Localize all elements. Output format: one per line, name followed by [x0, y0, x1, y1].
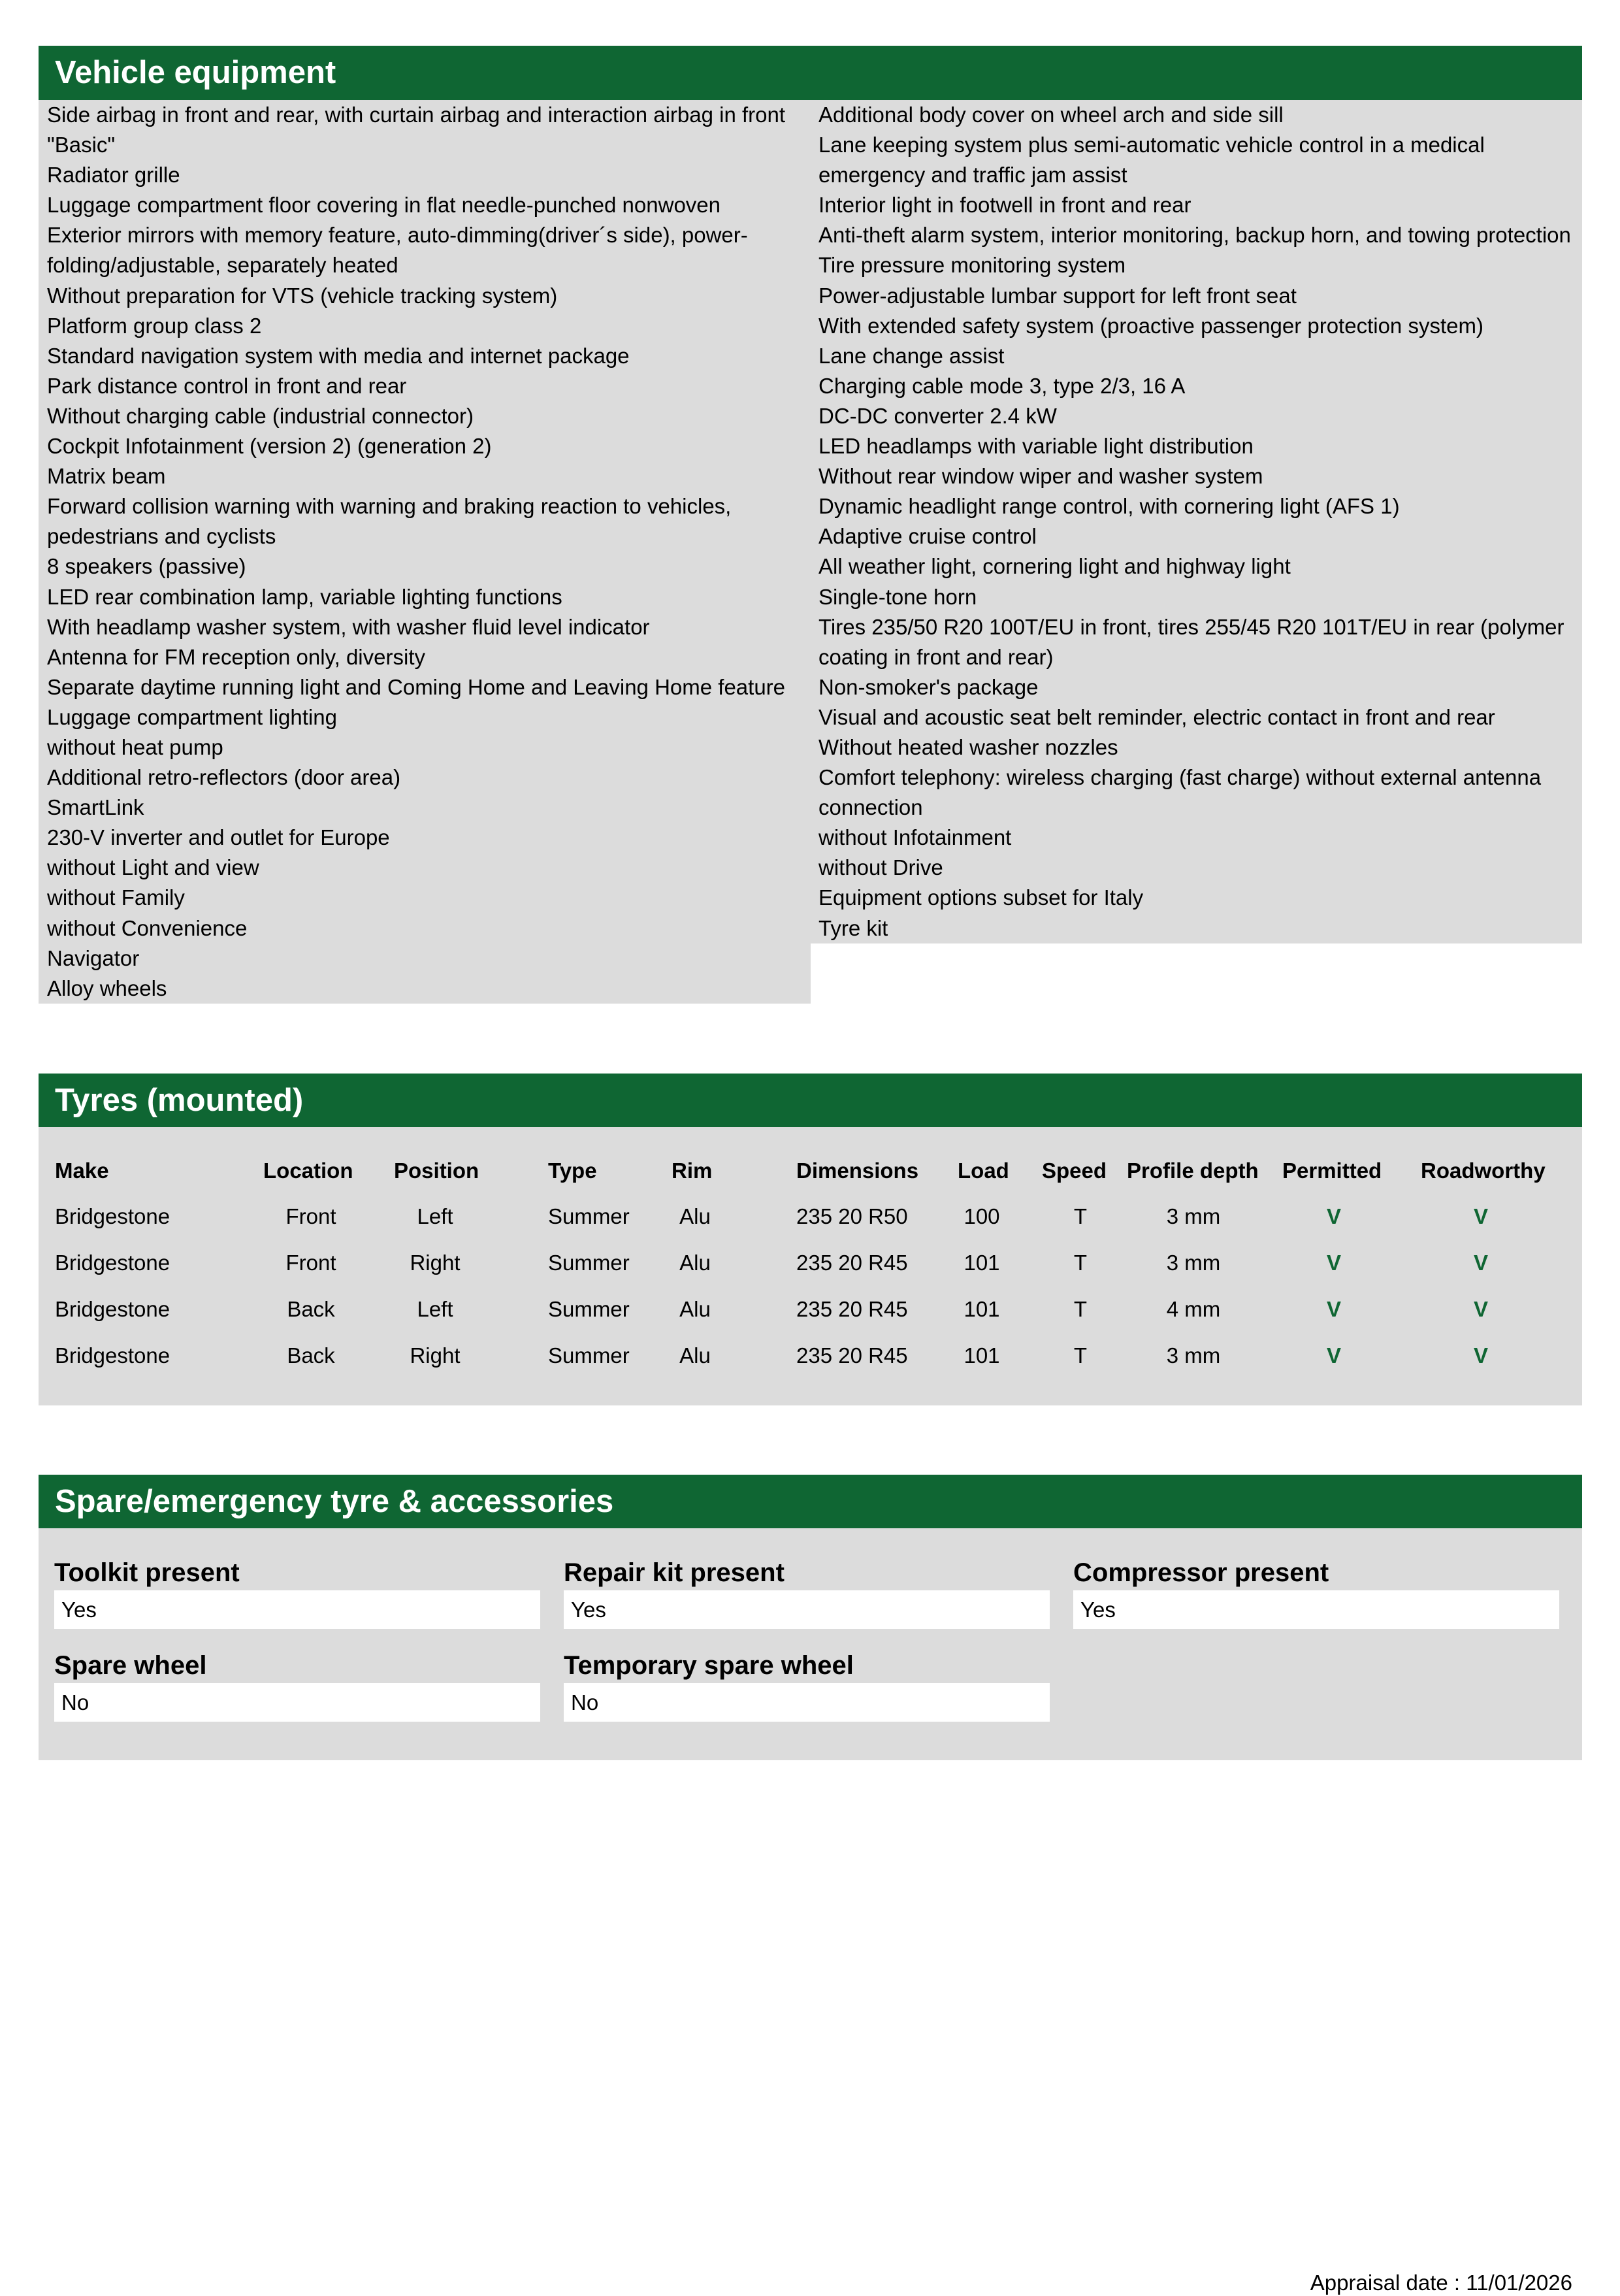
equipment-item: DC-DC converter 2.4 kW — [818, 403, 1057, 428]
tyre-cell-load: 100 — [964, 1204, 1000, 1228]
tyre-cell-profile-depth: 4 mm — [1166, 1297, 1221, 1321]
tyre-cell-location: Back — [287, 1297, 335, 1321]
tyre-cell-make: Bridgestone — [55, 1343, 170, 1368]
tyre-cell-rim: Alu — [679, 1204, 711, 1228]
equipment-item: without Convenience — [47, 915, 248, 940]
equipment-item: Radiator grille — [47, 163, 180, 188]
column-header-make: Make — [55, 1158, 109, 1183]
tyre-cell-speed: T — [1073, 1204, 1088, 1228]
column-header-profile-depth: Profile depth — [1127, 1158, 1259, 1183]
spare-header — [39, 1475, 1582, 1529]
equipment-item: LED headlamps with variable light distribution — [818, 434, 1254, 459]
equipment-item: Equipment options subset for Italy — [818, 885, 1144, 910]
temporary-spare-wheel-label: Temporary spare wheel — [564, 1651, 854, 1680]
equipment-item: Antenna for FM reception only, diversity — [47, 644, 425, 669]
spare-wheel-value: No — [54, 1683, 540, 1722]
roadworthy-check-icon: V — [1473, 1297, 1489, 1321]
tyre-cell-type: Summer — [548, 1204, 630, 1228]
equipment-item: without Family — [47, 885, 185, 910]
equipment-list-right — [811, 100, 1582, 943]
tyres-table — [39, 1127, 1582, 1405]
tyre-cell-speed: T — [1073, 1251, 1088, 1275]
equipment-item: Comfort telephony: wireless charging (fast charge) without external antenna connection — [818, 765, 1542, 820]
equipment-item: Power-adjustable lumbar support for left front seat — [818, 283, 1297, 308]
equipment-item: SmartLink — [47, 795, 144, 820]
tyre-cell-position: Left — [417, 1204, 453, 1228]
tyre-cell-rim: Alu — [679, 1251, 711, 1275]
equipment-item: 230-V inverter and outlet for Europe — [47, 825, 390, 850]
equipment-item: Separate daytime running light and Coming Home and Leaving Home feature — [47, 674, 786, 699]
equipment-item: Non-smoker's package — [818, 674, 1039, 699]
roadworthy-check-icon: V — [1473, 1204, 1489, 1228]
tyre-cell-type: Summer — [548, 1251, 630, 1275]
equipment-item: With extended safety system (proactive passenger protection system) — [818, 313, 1483, 338]
equipment-item: Alloy wheels — [47, 976, 167, 1000]
tyre-cell-dimensions: 235 20 R45 — [796, 1343, 908, 1368]
equipment-item: Navigator — [47, 945, 140, 970]
tyre-cell-location: Front — [285, 1251, 336, 1275]
tyre-cell-profile-depth: 3 mm — [1166, 1204, 1221, 1228]
equipment-item: Matrix beam — [47, 464, 166, 489]
tyre-cell-position: Right — [410, 1343, 461, 1368]
tyre-cell-type: Summer — [548, 1343, 630, 1368]
equipment-item: All weather light, cornering light and highway light — [818, 554, 1291, 579]
equipment-item: With headlamp washer system, with washer fluid level indicator — [47, 614, 650, 639]
equipment-item: Luggage compartment floor covering in flat needle-punched nonwoven — [47, 193, 721, 218]
column-header-rim: Rim — [672, 1158, 713, 1183]
equipment-item: Adaptive cruise control — [818, 524, 1037, 549]
column-header-location: Location — [263, 1158, 353, 1183]
tyre-cell-dimensions: 235 20 R45 — [796, 1251, 908, 1275]
tyre-cell-dimensions: 235 20 R45 — [796, 1297, 908, 1321]
equipment-item: Single-tone horn — [818, 584, 977, 609]
equipment-item: Exterior mirrors with memory feature, auto-dimming(driver´s side), power-folding/adjustable, separately heated — [47, 223, 748, 278]
column-header-position: Position — [394, 1158, 479, 1183]
equipment-item: Without heated washer nozzles — [818, 734, 1118, 759]
tyre-cell-dimensions: 235 20 R50 — [796, 1204, 908, 1228]
tyre-cell-speed: T — [1073, 1343, 1088, 1368]
equipment-item: Dynamic headlight range control, with cornering light (AFS 1) — [818, 494, 1400, 519]
column-header-load: Load — [958, 1158, 1009, 1183]
equipment-item: Anti-theft alarm system, interior monitoring, backup horn, and towing protection — [818, 223, 1571, 248]
spare-panel — [39, 1528, 1582, 1760]
equipment-item: Charging cable mode 3, type 2/3, 16 A — [818, 373, 1186, 398]
tyre-cell-profile-depth: 3 mm — [1166, 1251, 1221, 1275]
tyre-cell-load: 101 — [964, 1297, 1000, 1321]
equipment-item: without Infotainment — [818, 825, 1012, 850]
toolkit-value: Yes — [54, 1590, 540, 1629]
column-header-permitted: Permitted — [1282, 1158, 1382, 1183]
tyres-header — [39, 1074, 1582, 1128]
tyre-cell-make: Bridgestone — [55, 1251, 170, 1275]
equipment-item: Side airbag in front and rear, with curtain airbag and interaction airbag in front — [47, 103, 786, 127]
equipment-item: without Drive — [818, 855, 943, 880]
equipment-item: Without charging cable (industrial connector) — [47, 403, 474, 428]
appraisal-date: Appraisal date : 11/01/2026 — [1310, 2271, 1572, 2295]
repair-kit-value: Yes — [564, 1590, 1050, 1629]
equipment-item: Tyre kit — [818, 915, 888, 940]
toolkit-label: Toolkit present — [54, 1558, 240, 1587]
equipment-item: "Basic" — [47, 133, 116, 157]
repair-kit-label: Repair kit present — [564, 1558, 785, 1587]
permitted-check-icon: V — [1326, 1297, 1342, 1321]
equipment-item: Park distance control in front and rear — [47, 373, 407, 398]
equipment-item: Tires 235/50 R20 100T/EU in front, tires 255/45 R20 101T/EU in rear (polymer coating in front and rear) — [818, 614, 1564, 669]
permitted-check-icon: V — [1326, 1343, 1342, 1368]
column-header-type: Type — [548, 1158, 597, 1183]
equipment-item: Cockpit Infotainment (version 2) (generation 2) — [47, 434, 492, 459]
permitted-check-icon: V — [1326, 1204, 1342, 1228]
column-header-roadworthy: Roadworthy — [1421, 1158, 1546, 1183]
tyre-cell-make: Bridgestone — [55, 1297, 170, 1321]
equipment-item: Additional retro-reflectors (door area) — [47, 765, 401, 790]
tyre-cell-rim: Alu — [679, 1297, 711, 1321]
equipment-item: Platform group class 2 — [47, 313, 262, 338]
spare-wheel-label: Spare wheel — [54, 1651, 207, 1680]
vehicle-equipment-header — [39, 46, 1582, 100]
equipment-item: Visual and acoustic seat belt reminder, electric contact in front and rear — [818, 704, 1495, 729]
section-title: Spare/emergency tyre & accessories — [55, 1484, 614, 1519]
equipment-item: Standard navigation system with media and internet package — [47, 343, 630, 368]
tyre-cell-rim: Alu — [679, 1343, 711, 1368]
tyre-cell-load: 101 — [964, 1251, 1000, 1275]
section-title: Tyres (mounted) — [55, 1083, 304, 1118]
roadworthy-check-icon: V — [1473, 1251, 1489, 1275]
compressor-value: Yes — [1073, 1590, 1559, 1629]
equipment-item: Lane change assist — [818, 343, 1005, 368]
equipment-item: without heat pump — [47, 734, 223, 759]
temporary-spare-wheel-value: No — [564, 1683, 1050, 1722]
tyre-cell-location: Front — [285, 1204, 336, 1228]
tyre-cell-location: Back — [287, 1343, 335, 1368]
tyre-cell-position: Right — [410, 1251, 461, 1275]
tyre-cell-speed: T — [1073, 1297, 1088, 1321]
tyre-cell-position: Left — [417, 1297, 453, 1321]
equipment-list-left — [39, 100, 811, 1004]
equipment-item: Luggage compartment lighting — [47, 704, 337, 729]
tyre-cell-type: Summer — [548, 1297, 630, 1321]
equipment-item: Forward collision warning with warning and braking reaction to vehicles, pedestrians and cyclists — [47, 494, 732, 549]
equipment-item: Without preparation for VTS (vehicle tracking system) — [47, 283, 558, 308]
tyre-cell-profile-depth: 3 mm — [1166, 1343, 1221, 1368]
equipment-item: Without rear window wiper and washer system — [818, 464, 1263, 489]
column-header-dimensions: Dimensions — [796, 1158, 919, 1183]
compressor-label: Compressor present — [1073, 1558, 1329, 1587]
equipment-item: without Light and view — [47, 855, 259, 880]
equipment-item: Tire pressure monitoring system — [818, 253, 1126, 278]
tyre-cell-load: 101 — [964, 1343, 1000, 1368]
permitted-check-icon: V — [1326, 1251, 1342, 1275]
section-title: Vehicle equipment — [55, 55, 336, 90]
equipment-item: 8 speakers (passive) — [47, 554, 246, 579]
equipment-item: LED rear combination lamp, variable lighting functions — [47, 584, 562, 609]
column-header-speed: Speed — [1042, 1158, 1107, 1183]
equipment-item: Additional body cover on wheel arch and side sill — [818, 103, 1284, 127]
tyre-cell-make: Bridgestone — [55, 1204, 170, 1228]
roadworthy-check-icon: V — [1473, 1343, 1489, 1368]
equipment-item: Lane keeping system plus semi-automatic vehicle control in a medical emergency and traffic jam assist — [818, 133, 1485, 188]
equipment-item: Interior light in footwell in front and rear — [818, 193, 1191, 218]
